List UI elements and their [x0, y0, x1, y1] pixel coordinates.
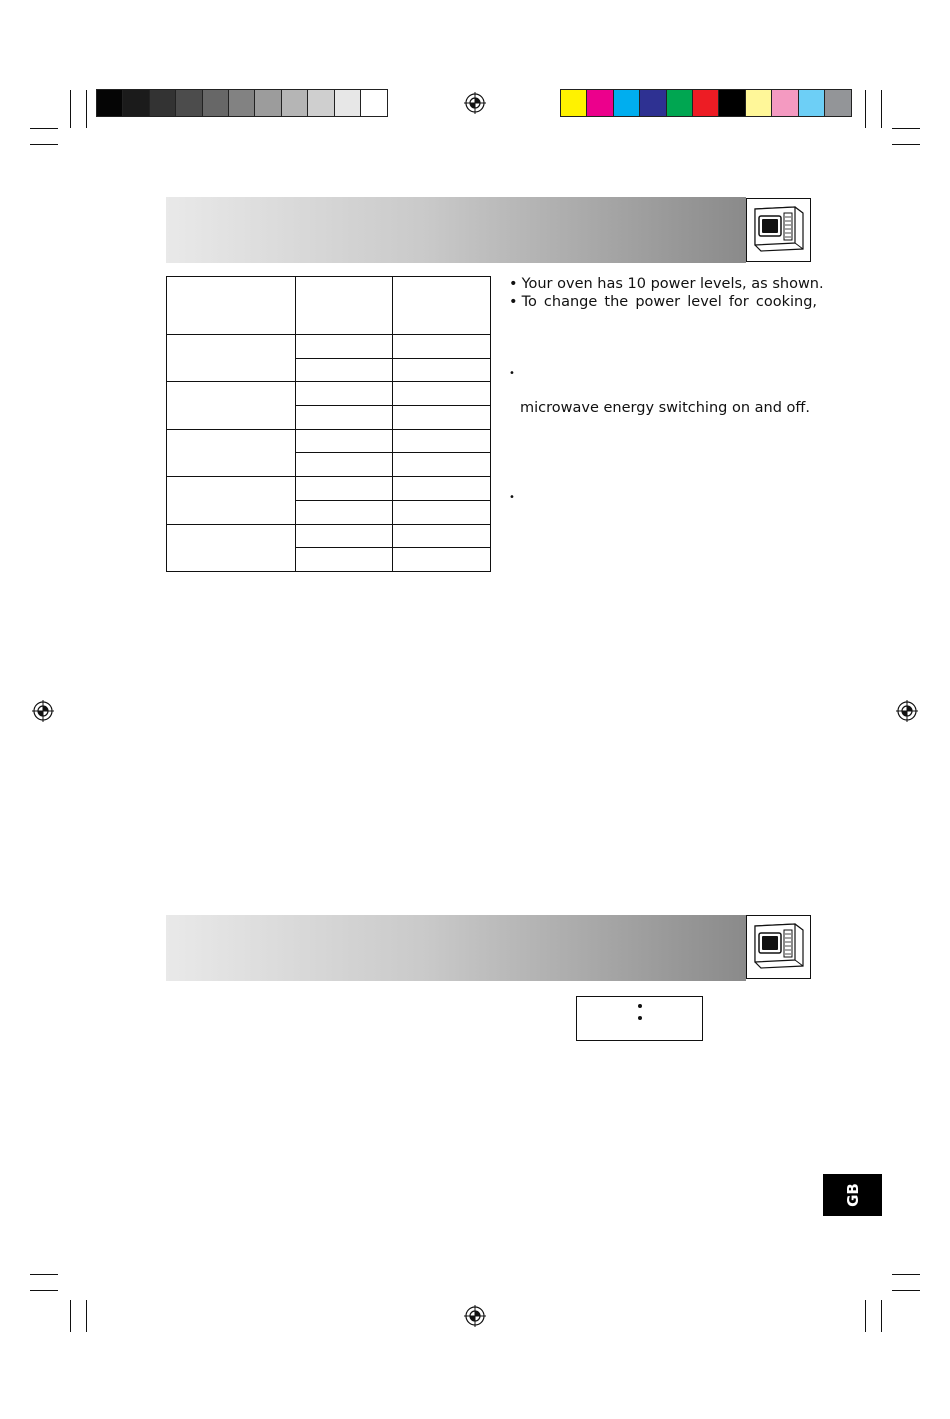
- pink-swatch: [772, 90, 798, 116]
- blue-swatch: [640, 90, 666, 116]
- display-panel: [576, 996, 703, 1041]
- table-cell: [296, 500, 393, 524]
- table-header-cell: [393, 277, 491, 335]
- bullet-item: •: [509, 492, 515, 503]
- cyan-swatch: [614, 90, 640, 116]
- table-cell: [393, 548, 491, 572]
- table-cell: [393, 453, 491, 477]
- table-row: [167, 524, 491, 548]
- light-cyan-swatch: [799, 90, 825, 116]
- table-cell: [393, 358, 491, 382]
- table-row: [167, 335, 491, 359]
- table-cell: [296, 477, 393, 501]
- black-swatch: [719, 90, 745, 116]
- table-cell: [296, 429, 393, 453]
- crop-mark: [86, 1300, 87, 1332]
- table-row: [167, 477, 491, 501]
- color-calibration-bar: [560, 89, 852, 117]
- table-cell: [167, 524, 296, 571]
- table-cell: [296, 406, 393, 430]
- table-cell: [296, 524, 393, 548]
- light-yellow-swatch: [746, 90, 772, 116]
- section-header-second: [166, 915, 746, 981]
- table-cell: [296, 335, 393, 359]
- bullet-item: •: [509, 368, 515, 379]
- table-row: [167, 382, 491, 406]
- green-swatch: [667, 90, 693, 116]
- crop-mark: [30, 1274, 58, 1275]
- gray-swatch: [97, 90, 123, 116]
- registration-mark-icon: [32, 700, 54, 722]
- crop-mark: [892, 128, 920, 129]
- table-row: [167, 429, 491, 453]
- crop-mark: [86, 90, 87, 128]
- table-cell: [393, 429, 491, 453]
- gray-swatch: [335, 90, 361, 116]
- crop-mark: [881, 90, 882, 128]
- crop-mark: [892, 1290, 920, 1291]
- table-header-cell: [167, 277, 296, 335]
- gray-swatch: [176, 90, 202, 116]
- gray-swatch: [282, 90, 308, 116]
- gray-swatch: [308, 90, 334, 116]
- language-tab-label: GB: [843, 1183, 862, 1207]
- crop-mark: [70, 90, 71, 128]
- gray-swatch: [203, 90, 229, 116]
- gray-swatch: [825, 90, 851, 116]
- crop-mark: [70, 1300, 71, 1332]
- crop-mark: [30, 128, 58, 129]
- bullet-text: To change the power level for cooking,: [521, 294, 818, 310]
- table-cell: [296, 548, 393, 572]
- yellow-swatch: [561, 90, 587, 116]
- crop-mark: [30, 144, 58, 145]
- crop-mark: [865, 1300, 866, 1332]
- gray-swatch: [229, 90, 255, 116]
- registration-mark-icon: [896, 700, 918, 722]
- crop-mark: [865, 90, 866, 128]
- section-icon-box: [746, 915, 811, 979]
- table-cell: [296, 382, 393, 406]
- continuation-text: microwave energy switching on and off.: [520, 400, 810, 416]
- bullet-item: • To change the power level for cooking,: [509, 294, 818, 310]
- continuation-line: [520, 400, 810, 416]
- crop-mark: [892, 1274, 920, 1275]
- crop-mark: [892, 144, 920, 145]
- table-header-row: [167, 277, 491, 335]
- table-cell: [296, 358, 393, 382]
- table-cell: [393, 382, 491, 406]
- table-cell: [167, 335, 296, 382]
- table-cell: [393, 406, 491, 430]
- gray-swatch: [123, 90, 149, 116]
- microwave-oven-icon: [747, 199, 810, 261]
- table-header-cell: [296, 277, 393, 335]
- table-cell: [393, 524, 491, 548]
- section-header-power-levels: [166, 197, 746, 263]
- grayscale-calibration-bar: [96, 89, 388, 117]
- crop-mark: [881, 1300, 882, 1332]
- red-swatch: [693, 90, 719, 116]
- registration-mark-icon: [464, 92, 486, 114]
- table-cell: [393, 477, 491, 501]
- table-cell: [393, 500, 491, 524]
- bullet-text: Your oven has 10 power levels, as shown.: [521, 276, 824, 292]
- language-tab: [823, 1174, 882, 1216]
- table-cell: [167, 477, 296, 524]
- table-cell: [393, 335, 491, 359]
- section-icon-box: [746, 198, 811, 262]
- table-cell: [296, 453, 393, 477]
- gray-swatch: [150, 90, 176, 116]
- crop-mark: [30, 1290, 58, 1291]
- gray-swatch: [255, 90, 281, 116]
- magenta-swatch: [587, 90, 613, 116]
- table-cell: [167, 382, 296, 429]
- table-cell: [167, 429, 296, 476]
- power-level-table: [166, 276, 491, 572]
- display-colon-dot: [638, 1016, 642, 1020]
- microwave-oven-icon: [747, 916, 810, 978]
- gray-swatch: [361, 90, 387, 116]
- registration-mark-icon: [464, 1305, 486, 1327]
- display-colon-dot: [638, 1004, 642, 1008]
- bullet-item: • Your oven has 10 power levels, as shown.: [509, 276, 824, 292]
